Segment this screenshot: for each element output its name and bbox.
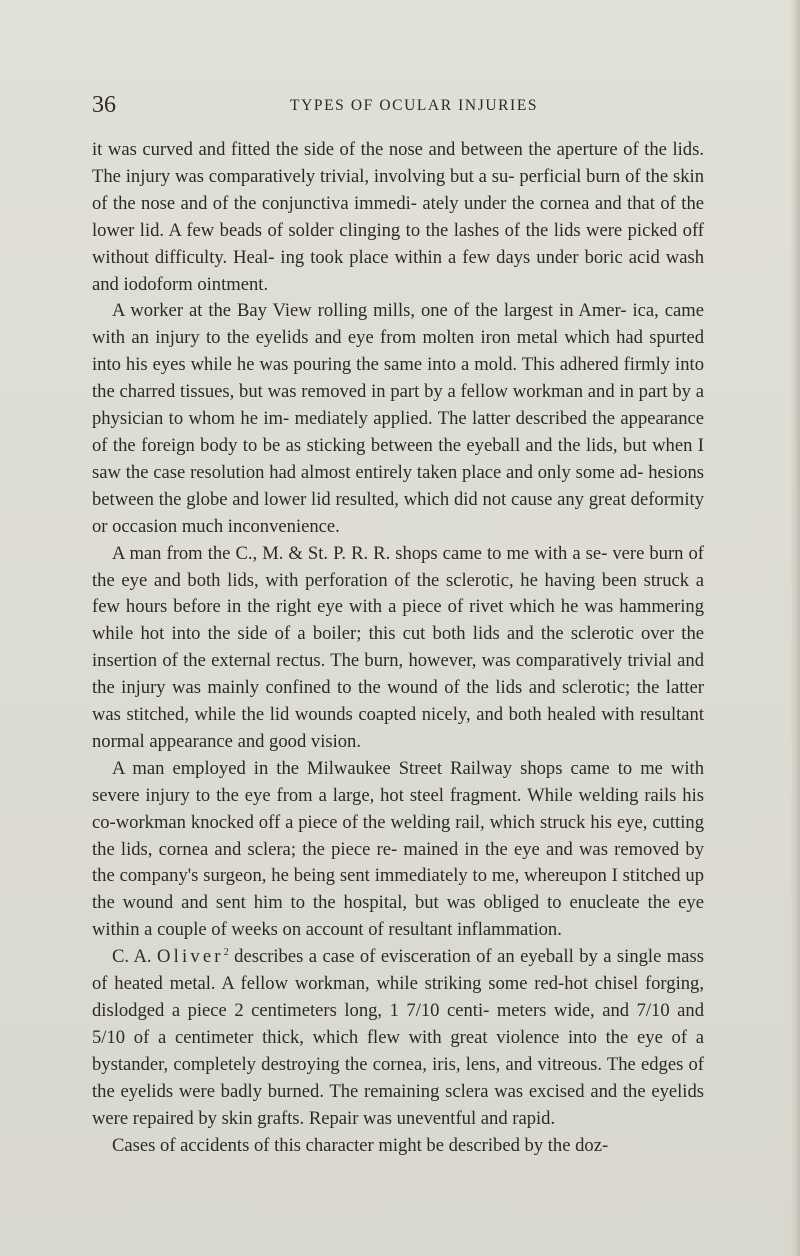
paragraph-1: it was curved and fitted the side of the nose and between the aperture of the lids. The injury was comparatively trivial, involving but a su- perficial burn of the skin of the nose and of the conjunctiva immedi- ately under the cornea and that of the lower lid. A few beads of solder clinging to the lashes of the lids were picked off without difficulty. Heal- ing took place within a few days under boric acid wash and iodoform ointment.	[92, 139, 704, 295]
paragraph-5	[92, 944, 704, 1132]
paragraph-4: A man employed in the Milwaukee Street Railway shops came to me with severe injury to the eye from a large, hot steel fragment. While welding rails his co-workman knocked off a piece of the welding rail, which struck his eye, cutting the lids, cornea and sclera; the piece re- mained in the eye and was removed by the company's surgeon, he being sent immediately to me, whereupon I stitched up the wound and sent him to the hospital, but was obliged to enucleate the eye within a couple of weeks on account of resultant inflammation.	[92, 757, 704, 941]
paragraph-6: Cases of accidents of this character might be described by the doz-	[112, 1134, 609, 1156]
page-edge-shadow	[790, 0, 800, 1256]
cited-author: Oliver	[157, 946, 224, 968]
page-number: 36	[92, 92, 116, 118]
body-text	[92, 137, 704, 1159]
paragraph-5-text: describes a case of evisceration of an eyeball by a single mass of heated metal. A fellow workman, while striking some red-hot chisel forging, dislodged a piece 2 centimeters long, 1 7/10 centi- meters wide, and 7/10 and 5/10 of a centimeter thick, which flew with great violence into the eye of a bystander, completely destroying the cornea, iris, lens, and vitreous. The edges of the eyelids were badly burned. The remaining sclera was excised and the eyelids were repaired by skin grafts. Repair was uneventful and rapid.	[92, 946, 704, 1129]
page-header	[92, 90, 702, 120]
footnote-reference: 2	[223, 947, 229, 959]
running-title: TYPES OF OCULAR INJURIES	[290, 97, 539, 114]
paragraph-3: A man from the C., M. & St. P. R. R. shops came to me with a se- vere burn of the eye and both lids, with perforation of the sclerotic, he having been struck a few hours before in the right eye with a piece of rivet which he was hammering while hot into the side of a boiler; this cut both lids and the sclerotic over the insertion of the external rectus. The burn, however, was comparatively trivial and the injury was mainly confined to the wound of the lids and sclerotic; the latter was stitched, while the lid wounds coapted nicely, and both healed with resultant normal appearance and good vision.	[92, 542, 704, 752]
paragraph-2: A worker at the Bay View rolling mills, one of the largest in Amer- ica, came with an injury to the eyelids and eye from molten iron metal which had spurted into his eyes while he was pouring the same into a mold. This adhered firmly into the charred tissues, but was removed in part by a fellow workman and in part by a physician to whom he im- mediately applied. The latter described the appearance of the foreign body to be as sticking between the eyeball and the lids, but when I saw the case resolution had almost entirely taken place and only some ad- hesions between the globe and lower lid resulted, which did not cause any great deformity or occasion much inconvenience.	[92, 300, 704, 537]
author-initials: C. A.	[112, 946, 152, 968]
